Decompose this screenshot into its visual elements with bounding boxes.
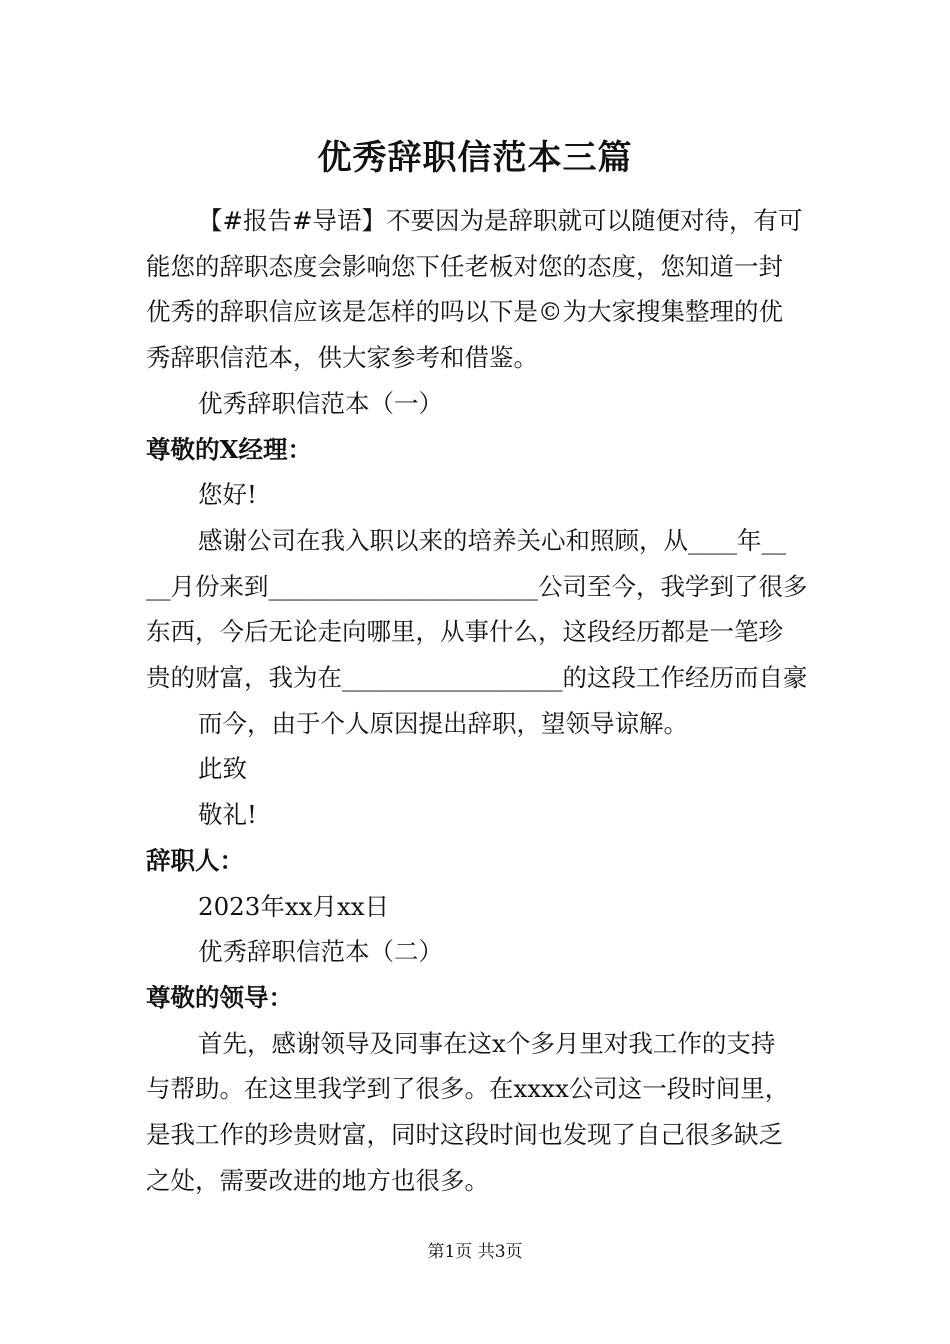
letter2-body-line-2: 与帮助。在这里我学到了很多。在xxxx公司这一段时间里， — [146, 1074, 790, 1104]
letter-body-line-1: 感谢公司在我入职以来的培养关心和照顾，从____年__ — [198, 525, 786, 555]
letter2-body-line-4: 之处，需要改进的地方也很多。 — [146, 1165, 489, 1195]
page-number-footer: 第1页 共3页 — [427, 1242, 523, 1262]
section-heading-sample-2: 优秀辞职信范本（二） — [198, 937, 443, 967]
letter-body-line-4: 贵的财富，我为在__________________的这段工作经历而自豪 — [146, 663, 808, 693]
greeting: 您好! — [198, 480, 257, 510]
section-heading-sample-1: 优秀辞职信范本（一） — [198, 388, 443, 418]
letter-body-line-5: 而今，由于个人原因提出辞职，望领导谅解。 — [198, 708, 688, 738]
letter-body-line-2: __月份来到______________________公司至今，我学到了很多 — [146, 571, 808, 601]
paragraph-intro-line-4: 秀辞职信范本，供大家参考和借鉴。 — [146, 343, 538, 373]
letter-body-line-3: 东西，今后无论走向哪里，从事什么，这段经历都是一笔珍 — [146, 617, 783, 647]
document-body — [146, 198, 810, 1203]
closing-regards: 此致 — [198, 754, 247, 784]
letter2-body-line-1: 首先，感谢领导及同事在这x个多月里对我工作的支持 — [198, 1028, 776, 1058]
paragraph-intro-line-2: 能您的辞职态度会影响您下任老板对您的态度，您知道一封 — [146, 251, 783, 281]
letter-date: 2023年xx月xx日 — [198, 891, 390, 921]
signature-label: 辞职人： — [146, 845, 244, 875]
paragraph-intro-line-1: 【#报告#导语】不要因为是辞职就可以随便对待，有可 — [198, 206, 803, 235]
paragraph-intro-line-3: 优秀的辞职信应该是怎样的吗以下是©为大家搜集整理的优 — [146, 297, 783, 327]
document-title: 优秀辞职信范本三篇 — [317, 138, 633, 178]
closing-salute: 敬礼! — [198, 800, 257, 830]
letter2-body-line-3: 是我工作的珍贵财富，同时这段时间也发现了自己很多缺乏 — [146, 1120, 783, 1150]
salutation-leader: 尊敬的领导： — [146, 982, 293, 1012]
salutation-manager: 尊敬的X经理： — [146, 434, 313, 464]
